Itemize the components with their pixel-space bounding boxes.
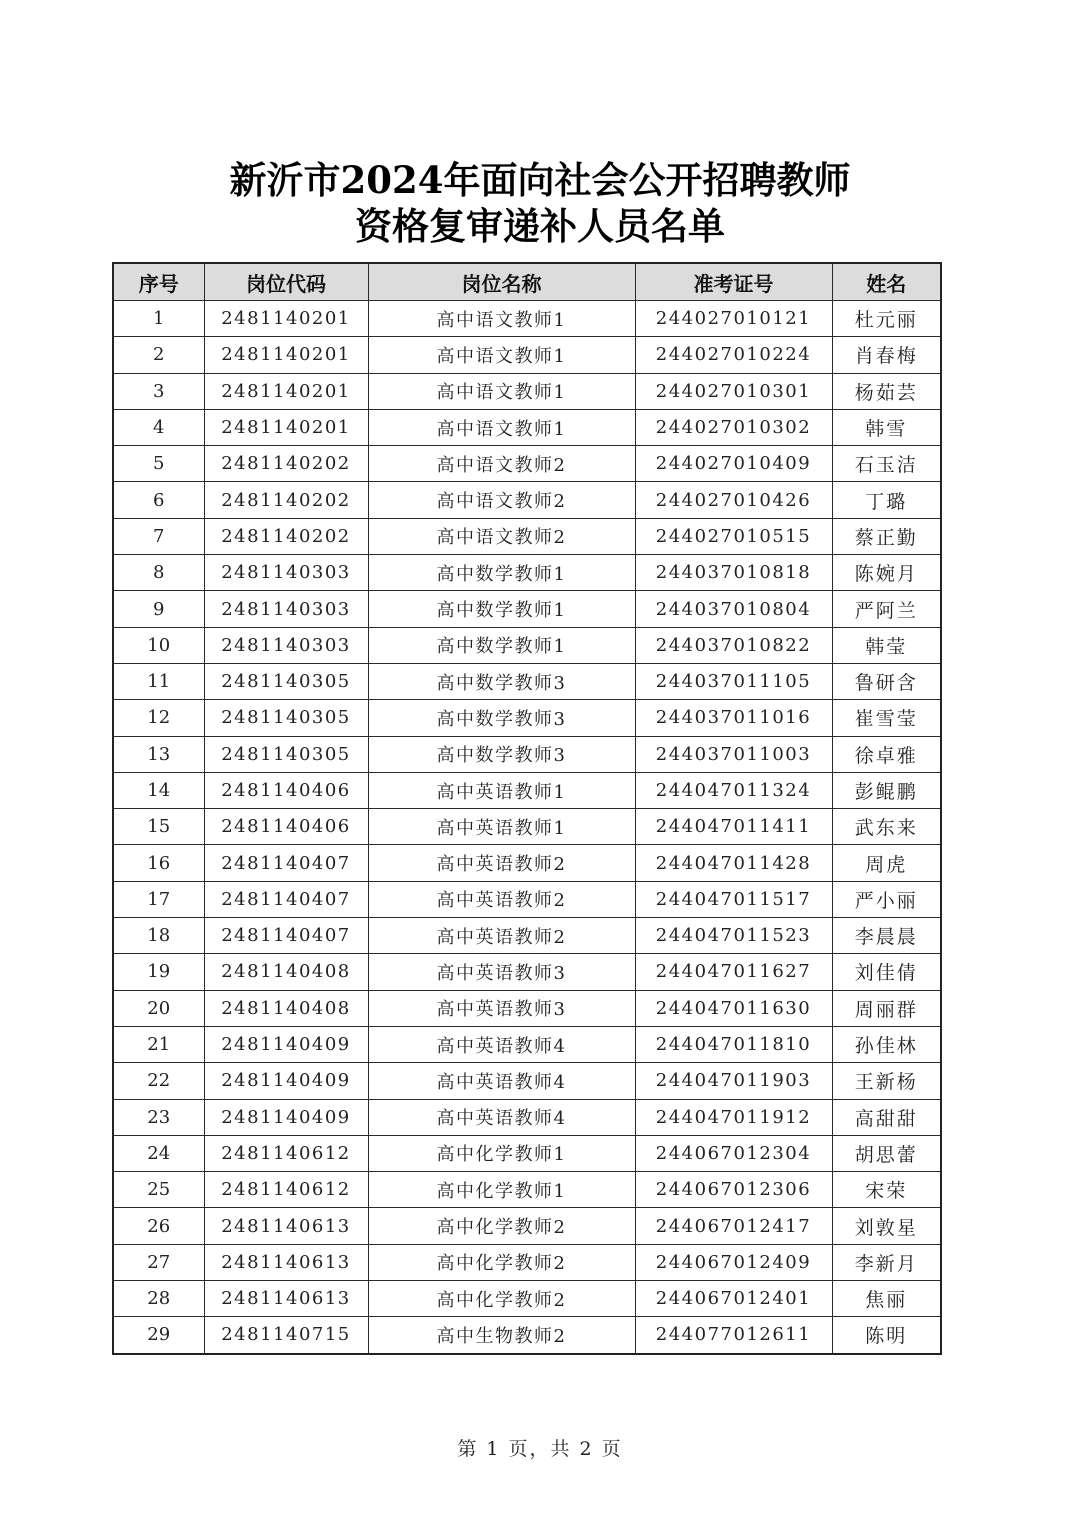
cell-seq: 12 (113, 700, 204, 736)
cell-post-code: 2481140201 (204, 301, 368, 337)
cell-name: 周丽群 (832, 990, 941, 1026)
cell-post-code: 2481140409 (204, 1026, 368, 1062)
cell-seq: 10 (113, 627, 204, 663)
cell-post-name: 高中数学教师3 (368, 736, 635, 772)
cell-seq: 19 (113, 954, 204, 990)
cell-post-name: 高中英语教师1 (368, 772, 635, 808)
cell-name: 丁璐 (832, 482, 941, 518)
header-exam-no: 准考证号 (635, 263, 832, 301)
cell-post-code: 2481140409 (204, 1063, 368, 1099)
cell-exam-no: 244027010121 (635, 301, 832, 337)
cell-post-code: 2481140407 (204, 918, 368, 954)
cell-name: 韩雪 (832, 409, 941, 445)
cell-seq: 24 (113, 1135, 204, 1171)
cell-exam-no: 244047011523 (635, 918, 832, 954)
cell-name: 石玉洁 (832, 446, 941, 482)
cell-exam-no: 244077012611 (635, 1317, 832, 1354)
cell-post-code: 2481140613 (204, 1281, 368, 1317)
cell-post-code: 2481140409 (204, 1099, 368, 1135)
candidate-table (112, 262, 942, 1355)
cell-exam-no: 244047011517 (635, 881, 832, 917)
header-seq: 序号 (113, 263, 204, 301)
cell-exam-no: 244067012417 (635, 1208, 832, 1244)
cell-exam-no: 244027010515 (635, 518, 832, 554)
cell-exam-no: 244037011016 (635, 700, 832, 736)
cell-post-name: 高中英语教师2 (368, 881, 635, 917)
cell-exam-no: 244027010302 (635, 409, 832, 445)
cell-post-code: 2481140303 (204, 627, 368, 663)
cell-exam-no: 244047011903 (635, 1063, 832, 1099)
table-row (113, 337, 941, 373)
cell-post-name: 高中英语教师1 (368, 809, 635, 845)
cell-post-name: 高中数学教师3 (368, 700, 635, 736)
cell-post-name: 高中英语教师4 (368, 1063, 635, 1099)
cell-name: 刘敦星 (832, 1208, 941, 1244)
cell-seq: 2 (113, 337, 204, 373)
cell-post-name: 高中数学教师1 (368, 627, 635, 663)
table-row (113, 845, 941, 881)
cell-post-code: 2481140406 (204, 772, 368, 808)
cell-seq: 26 (113, 1208, 204, 1244)
cell-post-name: 高中数学教师1 (368, 555, 635, 591)
cell-name: 徐卓雅 (832, 736, 941, 772)
cell-post-code: 2481140407 (204, 845, 368, 881)
table-row (113, 518, 941, 554)
cell-post-code: 2481140715 (204, 1317, 368, 1354)
cell-post-code: 2481140303 (204, 555, 368, 591)
cell-exam-no: 244037011105 (635, 663, 832, 699)
cell-seq: 4 (113, 409, 204, 445)
table-row (113, 446, 941, 482)
cell-post-name: 高中化学教师2 (368, 1208, 635, 1244)
cell-post-name: 高中数学教师3 (368, 663, 635, 699)
cell-name: 刘佳倩 (832, 954, 941, 990)
cell-seq: 16 (113, 845, 204, 881)
cell-post-code: 2481140303 (204, 591, 368, 627)
cell-post-code: 2481140406 (204, 809, 368, 845)
cell-seq: 11 (113, 663, 204, 699)
cell-seq: 27 (113, 1244, 204, 1280)
table-row (113, 1208, 941, 1244)
cell-exam-no: 244027010301 (635, 373, 832, 409)
cell-post-code: 2481140305 (204, 700, 368, 736)
table-row (113, 301, 941, 337)
cell-seq: 7 (113, 518, 204, 554)
cell-seq: 3 (113, 373, 204, 409)
table-row (113, 1135, 941, 1171)
cell-exam-no: 244027010224 (635, 337, 832, 373)
document-title-line-2: 资格复审递补人员名单 (355, 204, 725, 248)
cell-post-name: 高中语文教师1 (368, 337, 635, 373)
cell-seq: 29 (113, 1317, 204, 1354)
table-row (113, 772, 941, 808)
cell-seq: 18 (113, 918, 204, 954)
cell-exam-no: 244037011003 (635, 736, 832, 772)
cell-seq: 8 (113, 555, 204, 591)
cell-post-name: 高中语文教师2 (368, 482, 635, 518)
table-row (113, 1063, 941, 1099)
cell-name: 韩莹 (832, 627, 941, 663)
header-post-code: 岗位代码 (204, 263, 368, 301)
table-row (113, 409, 941, 445)
cell-post-code: 2481140202 (204, 518, 368, 554)
cell-post-name: 高中语文教师1 (368, 373, 635, 409)
header-post-name: 岗位名称 (368, 263, 635, 301)
cell-seq: 28 (113, 1281, 204, 1317)
cell-post-name: 高中化学教师2 (368, 1281, 635, 1317)
cell-exam-no: 244047011912 (635, 1099, 832, 1135)
cell-name: 鲁研含 (832, 663, 941, 699)
table-row (113, 1099, 941, 1135)
cell-post-name: 高中英语教师4 (368, 1026, 635, 1062)
cell-post-code: 2481140201 (204, 409, 368, 445)
table-row (113, 736, 941, 772)
cell-name: 胡思蕾 (832, 1135, 941, 1171)
table-row (113, 809, 941, 845)
table-row (113, 1244, 941, 1280)
cell-post-code: 2481140613 (204, 1208, 368, 1244)
cell-post-name: 高中英语教师4 (368, 1099, 635, 1135)
cell-post-name: 高中化学教师2 (368, 1244, 635, 1280)
cell-name: 武东来 (832, 809, 941, 845)
cell-post-name: 高中英语教师2 (368, 845, 635, 881)
page-number: 第 1 页，共 2 页 (457, 1438, 623, 1460)
table-row (113, 627, 941, 663)
cell-exam-no: 244027010426 (635, 482, 832, 518)
cell-post-name: 高中英语教师2 (368, 918, 635, 954)
table-row (113, 918, 941, 954)
cell-name: 焦丽 (832, 1281, 941, 1317)
table-body (113, 301, 941, 1354)
cell-name: 孙佳林 (832, 1026, 941, 1062)
cell-name: 陈婉月 (832, 555, 941, 591)
table-row (113, 591, 941, 627)
cell-post-name: 高中英语教师3 (368, 954, 635, 990)
table-row (113, 954, 941, 990)
cell-post-name: 高中英语教师3 (368, 990, 635, 1026)
cell-exam-no: 244067012409 (635, 1244, 832, 1280)
cell-post-code: 2481140201 (204, 337, 368, 373)
table-row (113, 1317, 941, 1354)
cell-exam-no: 244037010822 (635, 627, 832, 663)
cell-exam-no: 244027010409 (635, 446, 832, 482)
cell-exam-no: 244047011411 (635, 809, 832, 845)
table-row (113, 881, 941, 917)
cell-name: 陈明 (832, 1317, 941, 1354)
document-title-line-1: 新沂市2024年面向社会公开招聘教师 (229, 158, 851, 202)
cell-post-code: 2481140202 (204, 446, 368, 482)
table-row (113, 1026, 941, 1062)
cell-post-code: 2481140202 (204, 482, 368, 518)
cell-name: 杨茹芸 (832, 373, 941, 409)
cell-name: 李新月 (832, 1244, 941, 1280)
cell-seq: 15 (113, 809, 204, 845)
cell-seq: 9 (113, 591, 204, 627)
cell-name: 高甜甜 (832, 1099, 941, 1135)
table-row (113, 700, 941, 736)
cell-exam-no: 244047011627 (635, 954, 832, 990)
cell-post-name: 高中语文教师2 (368, 446, 635, 482)
cell-post-name: 高中化学教师1 (368, 1135, 635, 1171)
cell-post-code: 2481140408 (204, 990, 368, 1026)
cell-exam-no: 244067012401 (635, 1281, 832, 1317)
table-header-row (113, 263, 941, 301)
table-row (113, 1172, 941, 1208)
cell-name: 宋荣 (832, 1172, 941, 1208)
cell-name: 肖春梅 (832, 337, 941, 373)
cell-exam-no: 244037010818 (635, 555, 832, 591)
cell-seq: 13 (113, 736, 204, 772)
cell-name: 严阿兰 (832, 591, 941, 627)
cell-post-code: 2481140408 (204, 954, 368, 990)
header-name: 姓名 (832, 263, 941, 301)
cell-seq: 5 (113, 446, 204, 482)
table-row (113, 990, 941, 1026)
cell-seq: 17 (113, 881, 204, 917)
cell-name: 李晨晨 (832, 918, 941, 954)
table-row (113, 482, 941, 518)
cell-name: 蔡正勤 (832, 518, 941, 554)
cell-exam-no: 244047011428 (635, 845, 832, 881)
cell-post-name: 高中化学教师1 (368, 1172, 635, 1208)
cell-post-code: 2481140407 (204, 881, 368, 917)
cell-post-code: 2481140305 (204, 736, 368, 772)
cell-post-name: 高中生物教师2 (368, 1317, 635, 1354)
cell-seq: 21 (113, 1026, 204, 1062)
cell-seq: 22 (113, 1063, 204, 1099)
cell-seq: 23 (113, 1099, 204, 1135)
cell-name: 严小丽 (832, 881, 941, 917)
cell-post-code: 2481140305 (204, 663, 368, 699)
table-row (113, 555, 941, 591)
cell-post-name: 高中数学教师1 (368, 591, 635, 627)
cell-exam-no: 244047011630 (635, 990, 832, 1026)
table-row (113, 373, 941, 409)
cell-exam-no: 244067012306 (635, 1172, 832, 1208)
cell-name: 王新杨 (832, 1063, 941, 1099)
cell-name: 周虎 (832, 845, 941, 881)
cell-post-name: 高中语文教师2 (368, 518, 635, 554)
cell-post-code: 2481140612 (204, 1172, 368, 1208)
cell-seq: 14 (113, 772, 204, 808)
cell-post-code: 2481140612 (204, 1135, 368, 1171)
cell-exam-no: 244037010804 (635, 591, 832, 627)
cell-name: 崔雪莹 (832, 700, 941, 736)
cell-post-code: 2481140201 (204, 373, 368, 409)
cell-name: 杜元丽 (832, 301, 941, 337)
cell-post-name: 高中语文教师1 (368, 301, 635, 337)
cell-seq: 20 (113, 990, 204, 1026)
cell-exam-no: 244047011324 (635, 772, 832, 808)
cell-seq: 1 (113, 301, 204, 337)
cell-seq: 6 (113, 482, 204, 518)
cell-exam-no: 244067012304 (635, 1135, 832, 1171)
cell-name: 彭鲲鹏 (832, 772, 941, 808)
table-row (113, 1281, 941, 1317)
cell-post-code: 2481140613 (204, 1244, 368, 1280)
table-row (113, 663, 941, 699)
cell-post-name: 高中语文教师1 (368, 409, 635, 445)
cell-exam-no: 244047011810 (635, 1026, 832, 1062)
cell-seq: 25 (113, 1172, 204, 1208)
